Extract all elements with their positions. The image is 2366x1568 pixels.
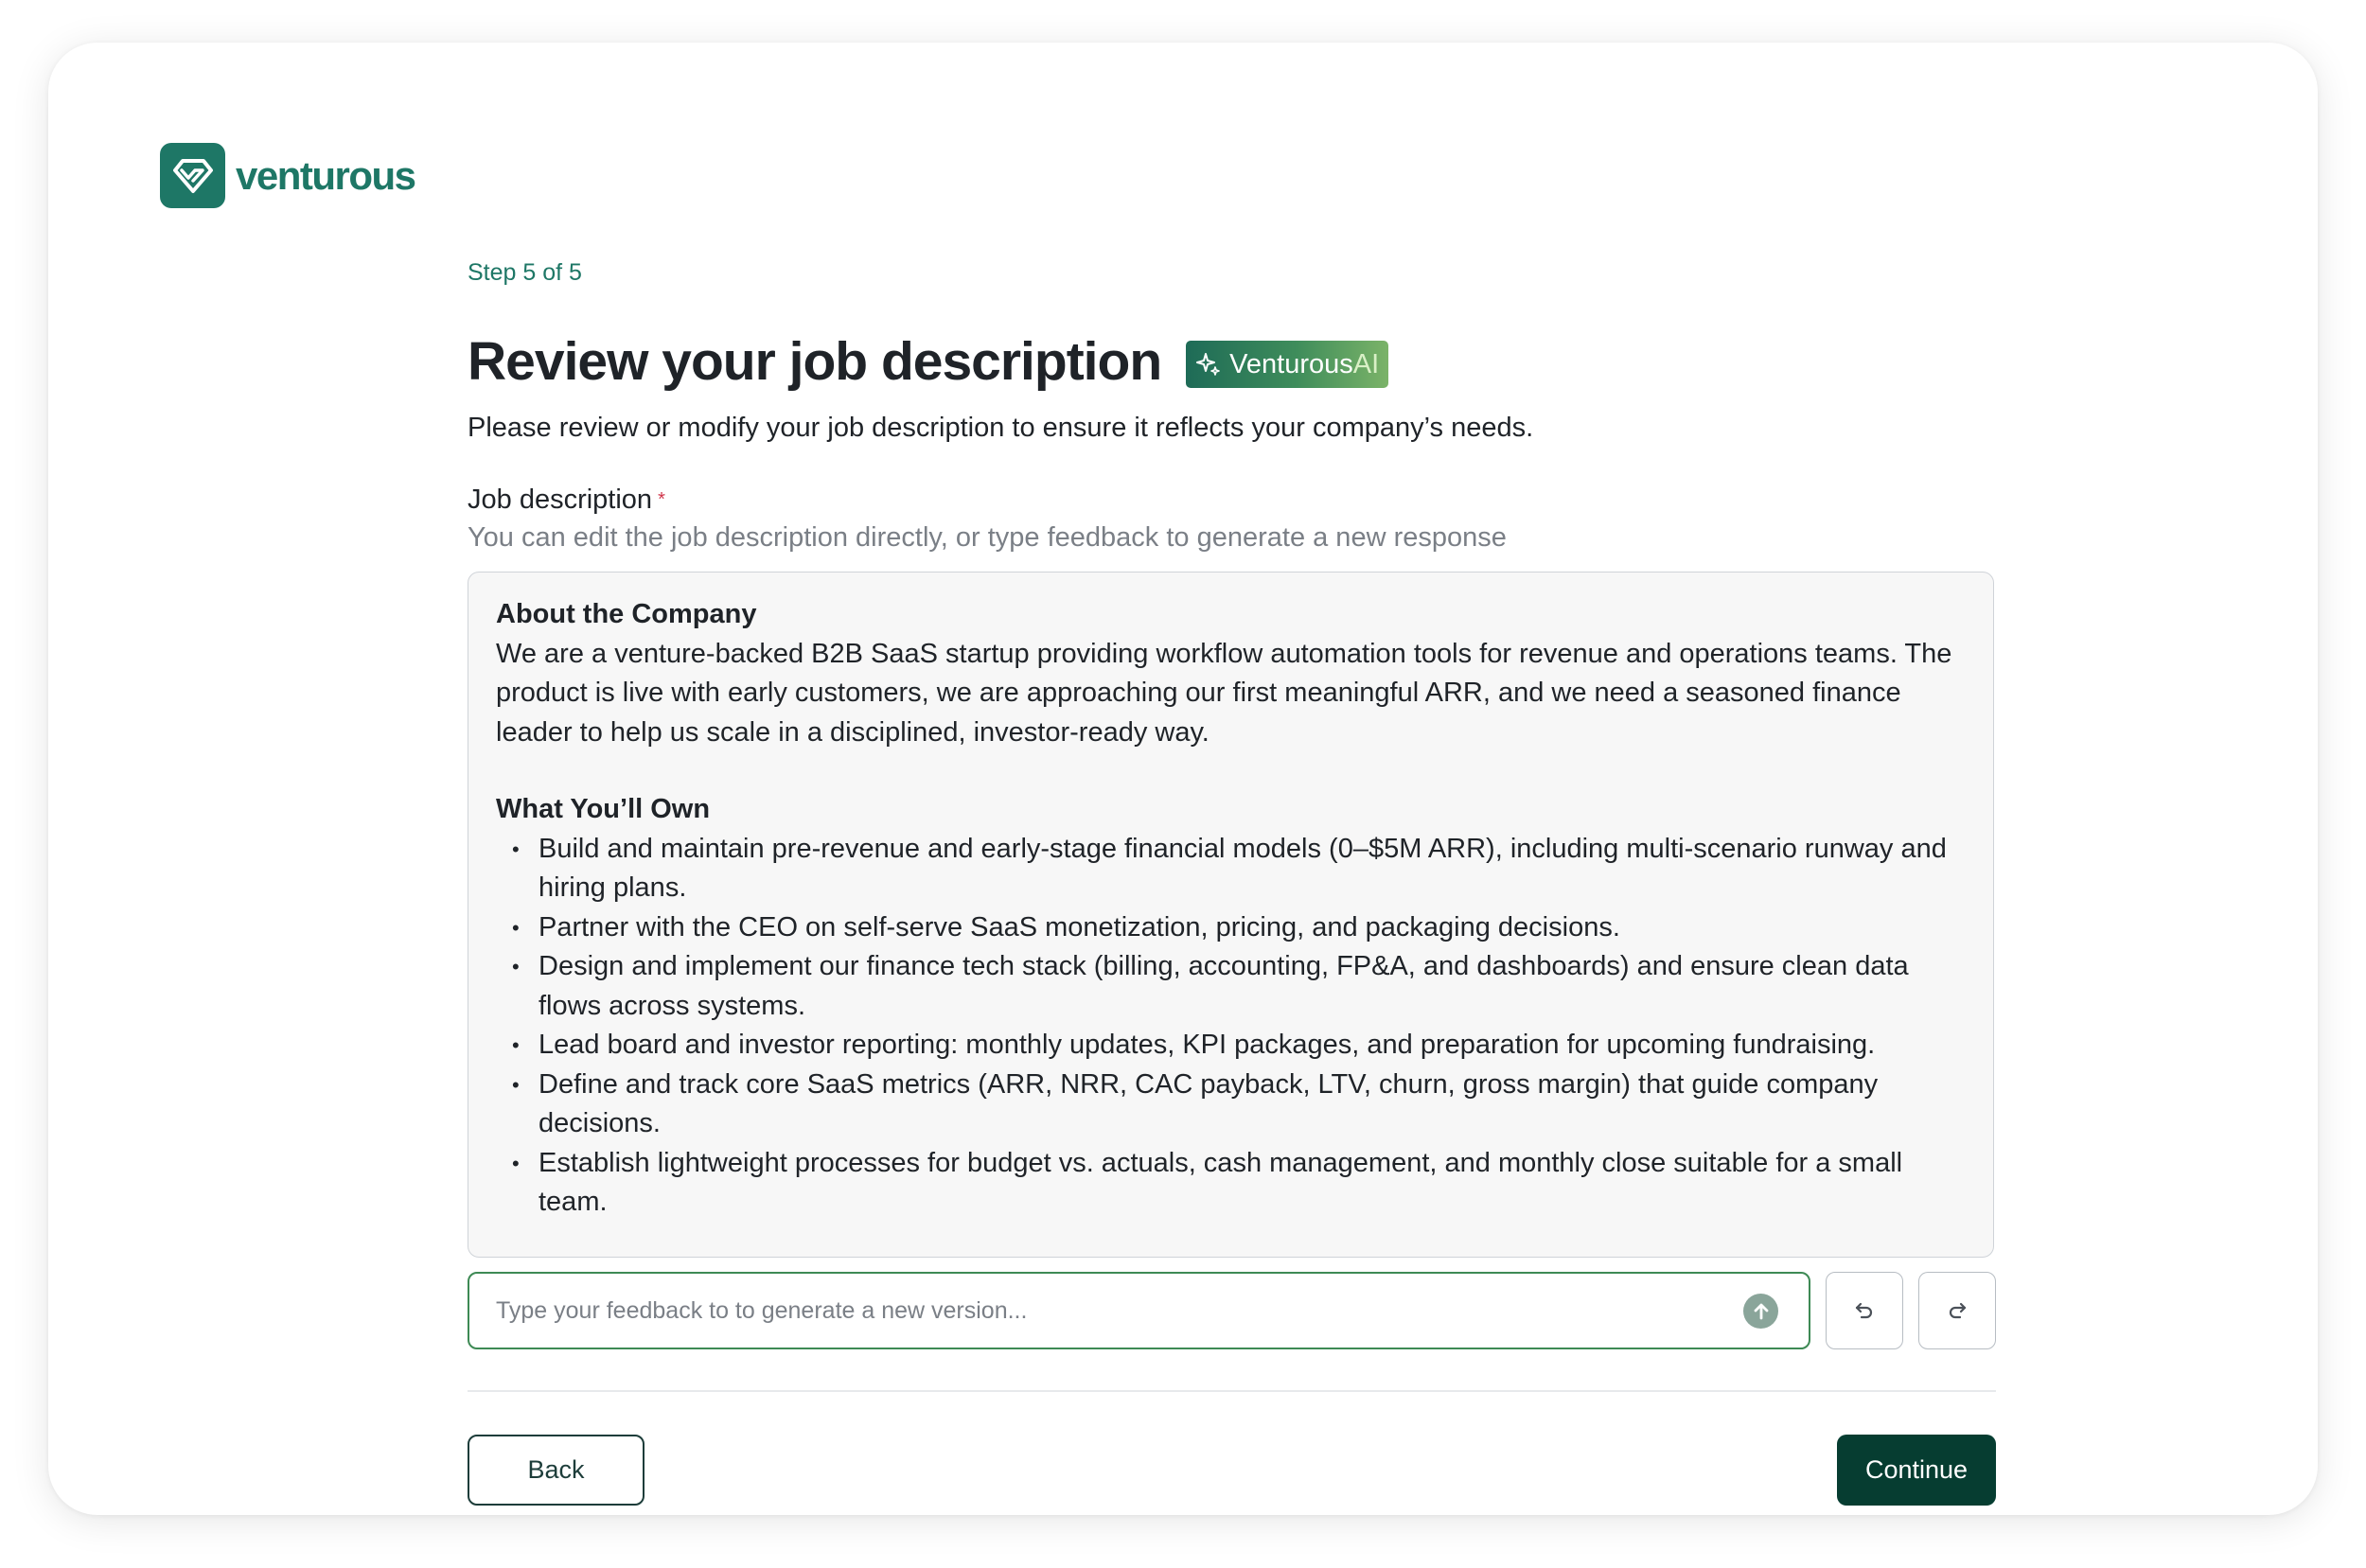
- job-description-label-text: Job description: [468, 484, 653, 515]
- step-indicator: Step 5 of 5: [468, 259, 582, 286]
- job-description-label: [468, 481, 1996, 519]
- main-card: [48, 43, 2318, 1515]
- feedback-row: [468, 1272, 1996, 1349]
- list-item: • Define and track core SaaS metrics (ARR, NRR, CAC payback, LTV, churn, gross margin) that guide company decisions.: [496, 1066, 1967, 1144]
- feedback-input-container: [468, 1272, 1810, 1349]
- ai-badge-prefix: Venturous: [1229, 348, 1353, 379]
- redo-button[interactable]: [1918, 1272, 1996, 1349]
- sparkle-icon: [1195, 351, 1222, 378]
- list-item: • Build and maintain pre-revenue and early-stage financial models (0–$5M ARR), including multi-scenario runway and hiring plans.: [496, 830, 1967, 908]
- required-marker: *: [658, 489, 665, 510]
- ai-badge: [1186, 341, 1388, 388]
- diamond-logo-icon: [160, 143, 225, 208]
- page-title: Review your job description: [468, 331, 1162, 392]
- divider: [468, 1390, 1996, 1392]
- redo-icon: [1945, 1298, 1969, 1323]
- list-item: • Partner with the CEO on self-serve SaaS monetization, pricing, and packaging decisions.: [496, 908, 1967, 948]
- title-row: [468, 331, 1996, 392]
- section-paragraph-company: We are a venture-backed B2B SaaS startup providing workflow automation tools for revenue and operations teams. The product is live with early customers, we are approaching our first meaningful ARR, and we need a seasoned finance leader to help us scale in a disciplined, investor-ready way.: [496, 638, 1952, 748]
- section-heading-company: About the Company: [496, 599, 757, 629]
- continue-button[interactable]: Continue: [1837, 1435, 1996, 1506]
- ai-badge-suffix: AI: [1352, 348, 1380, 379]
- responsibilities-list: [496, 830, 1967, 1223]
- form-actions: [468, 1435, 1996, 1506]
- job-description-hint: You can edit the job description directly, or type feedback to generate a new response: [468, 522, 1507, 553]
- section-heading-responsibilities: What You’ll Own: [496, 794, 711, 824]
- back-button[interactable]: Back: [468, 1435, 644, 1506]
- brand-logo[interactable]: [160, 143, 415, 208]
- list-item: • Establish lightweight processes for budget vs. actuals, cash management, and monthly close suitable for a small team.: [496, 1144, 1967, 1223]
- feedback-input[interactable]: [469, 1274, 1719, 1348]
- form-content: [468, 255, 1996, 1506]
- undo-icon: [1852, 1298, 1877, 1323]
- send-feedback-button[interactable]: [1743, 1294, 1778, 1329]
- arrow-up-icon: [1751, 1301, 1772, 1322]
- undo-button[interactable]: [1826, 1272, 1903, 1349]
- job-description-editor[interactable]: [468, 572, 1994, 1258]
- page-subtitle: Please review or modify your job description to ensure it reflects your company’s needs.: [468, 413, 1534, 443]
- brand-name: venturous: [236, 152, 415, 198]
- list-item: • Lead board and investor reporting: monthly updates, KPI packages, and preparation for upcoming fundraising.: [496, 1026, 1967, 1066]
- list-item: • Design and implement our finance tech stack (billing, accounting, FP&A, and dashboards) and ensure clean data flows across systems.: [496, 947, 1967, 1026]
